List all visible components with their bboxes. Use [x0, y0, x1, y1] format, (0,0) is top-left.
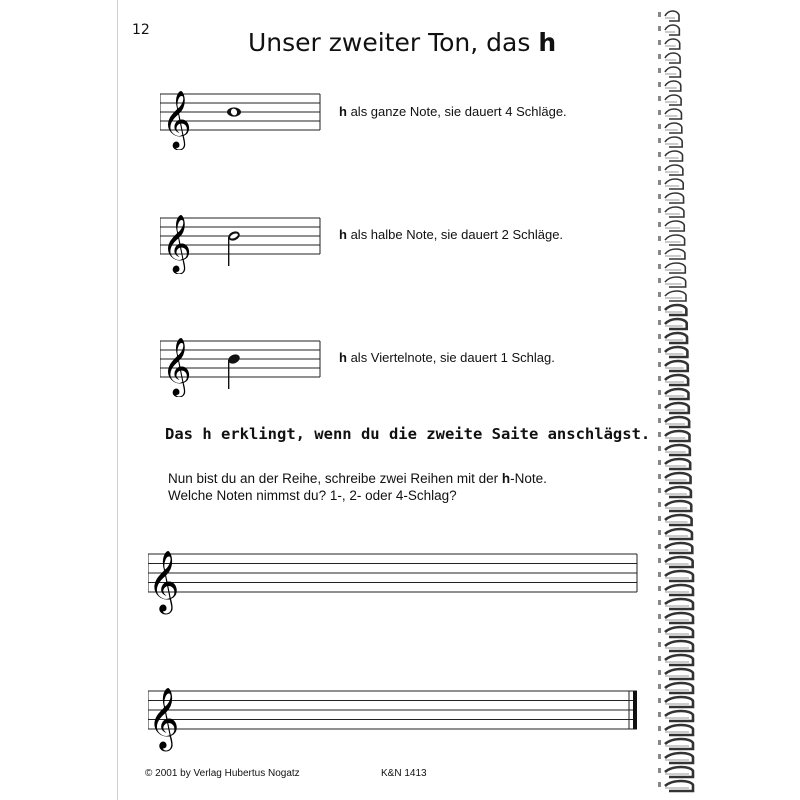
spiral-ring: [658, 151, 683, 161]
spiral-ring: [658, 669, 693, 679]
spiral-ring: [658, 207, 684, 217]
spiral-ring: [658, 683, 693, 693]
spiral-ring: [658, 263, 685, 273]
spiral-ring: [658, 655, 693, 665]
spiral-ring: [658, 403, 689, 413]
spiral-ring: [658, 165, 683, 175]
spiral-ring: [658, 585, 693, 595]
page-title: [248, 28, 556, 57]
spiral-ring: [658, 249, 685, 259]
spiral-ring: [658, 543, 692, 553]
spiral-ring: [658, 81, 681, 91]
practice-staff-1[interactable]: [148, 540, 640, 615]
spiral-binding-icon: [655, 0, 700, 800]
spiral-ring: [658, 739, 693, 749]
spiral-ring: [658, 417, 689, 427]
example-description: als Viertelnote, sie dauert 1 Schlag.: [350, 350, 555, 365]
spiral-ring: [658, 221, 684, 231]
title-note: h: [538, 28, 557, 57]
example-note-letter: h: [339, 350, 347, 365]
spiral-ring: [658, 277, 686, 287]
spiral-ring: [658, 501, 691, 511]
string-statement: Das h erklingt, wenn du die zweite Saite anschlägst.: [165, 425, 651, 443]
spiral-ring: [658, 529, 692, 539]
spiral-ring: [658, 193, 684, 203]
spiral-ring: [658, 11, 679, 21]
spiral-ring: [658, 375, 688, 385]
spiral-ring: [658, 781, 693, 791]
treble-clef-icon: 𝄞: [162, 337, 192, 395]
spiral-ring: [658, 305, 686, 315]
spiral-ring: [658, 711, 693, 721]
spiral-ring: [658, 697, 693, 707]
spiral-ring: [658, 641, 693, 651]
whole-note-icon: [227, 107, 241, 116]
spiral-ring: [658, 767, 693, 777]
instruction-text: Nun bist du an der Reihe, schreibe zwei Reihen mit der: [168, 471, 502, 486]
example-note-letter: h: [339, 227, 347, 242]
spiral-ring: [658, 473, 691, 483]
spiral-ring: [658, 361, 688, 371]
quarter-note-icon: [227, 353, 242, 389]
staff-example-half: [160, 204, 322, 274]
catalog-number: K&N 1413: [381, 768, 427, 779]
spiral-ring: [658, 109, 681, 119]
spiral-ring: [658, 515, 692, 525]
spiral-ring: [658, 235, 685, 245]
instruction-note-letter: h: [501, 471, 511, 486]
page-edge: [117, 0, 118, 800]
staff-example-quarter: [160, 327, 322, 397]
instruction-text-end: -Note.: [510, 471, 547, 486]
title-text: Unser zweiter Ton, das: [248, 28, 531, 57]
spiral-ring: [658, 459, 690, 469]
spiral-ring: [658, 487, 691, 497]
spiral-ring: [658, 347, 687, 357]
instruction-line-2: Welche Noten nimmst du? 1-, 2- oder 4-Schlag?: [168, 488, 457, 503]
spiral-ring: [658, 725, 693, 735]
example-description: als ganze Note, sie dauert 4 Schläge.: [350, 104, 567, 119]
spiral-ring: [658, 557, 693, 567]
example-text-quarter: [339, 350, 555, 365]
spiral-ring: [658, 95, 681, 105]
treble-clef-icon: 𝄞: [148, 688, 180, 749]
spiral-ring: [658, 291, 686, 301]
spiral-ring: [658, 39, 680, 49]
spiral-ring: [658, 25, 679, 35]
treble-clef-icon: 𝄞: [148, 551, 180, 612]
spiral-ring: [658, 571, 693, 581]
treble-clef-icon: 𝄞: [162, 90, 192, 148]
spiral-ring: [658, 319, 687, 329]
example-note-letter: h: [339, 104, 347, 119]
spiral-ring: [658, 179, 683, 189]
practice-staff-2[interactable]: [148, 677, 640, 752]
half-note-icon: [227, 230, 242, 266]
spiral-ring: [658, 431, 690, 441]
example-text-whole: [339, 104, 567, 119]
spiral-ring: [658, 627, 693, 637]
spiral-ring: [658, 753, 693, 763]
spiral-ring: [658, 599, 693, 609]
exercise-instruction: [168, 470, 547, 504]
example-description: als halbe Note, sie dauert 2 Schläge.: [350, 227, 564, 242]
staff-lines: [148, 691, 637, 729]
staff-example-whole: [160, 80, 322, 150]
spiral-ring: [658, 137, 682, 147]
example-text-half: [339, 227, 563, 242]
spiral-ring: [658, 445, 690, 455]
spiral-ring: [658, 53, 680, 63]
spiral-ring: [658, 67, 680, 77]
treble-clef-icon: 𝄞: [162, 214, 192, 272]
spiral-ring: [658, 389, 688, 399]
spiral-ring: [658, 333, 687, 343]
staff-lines: [148, 554, 637, 592]
page-number: 12: [132, 22, 150, 38]
instruction-line-1: [168, 470, 547, 487]
spiral-ring: [658, 613, 693, 623]
copyright-footer: © 2001 by Verlag Hubertus Nogatz: [145, 768, 300, 779]
spiral-ring: [658, 123, 682, 133]
